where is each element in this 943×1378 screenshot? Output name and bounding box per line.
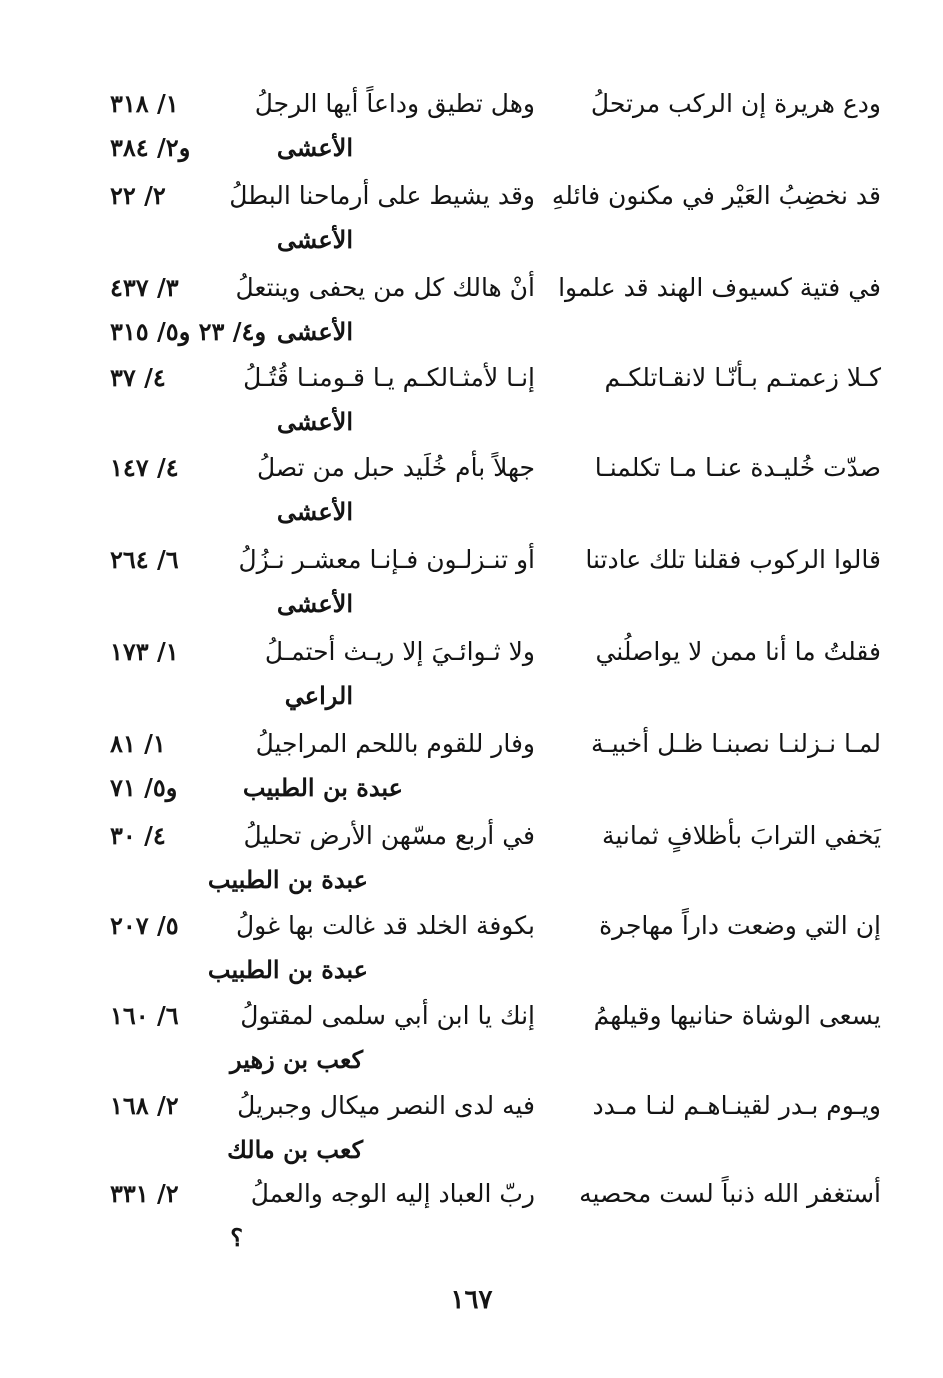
poet-name: الأعشى: [276, 497, 353, 526]
verse-entry: [0, 906, 943, 998]
poet-name: كعب بن زهير: [230, 1045, 363, 1074]
first-hemistich: لمـا نـزلنـا نصبنـا ظـل أخبيـة: [590, 729, 881, 758]
first-hemistich: صدّت خُليـدة عنـا مـا تكلمنـا: [594, 453, 881, 482]
verse-entry: [0, 176, 943, 268]
verse-entry: [0, 632, 943, 724]
first-hemistich: قالوا الركوب فقلنا تلك عادتنا: [585, 545, 881, 574]
volume-page-reference: ٦/ ٢٦٤: [110, 545, 179, 574]
verse-entry: [0, 816, 943, 908]
attribution-line: [0, 1218, 943, 1258]
second-hemistich: بكوفة الخلد قد غالت بها غولُ: [235, 911, 535, 940]
second-hemistich: وهل تطيق وداعاً أيها الرجلُ: [254, 89, 535, 118]
attribution-line: [0, 768, 943, 808]
attribution-line: [0, 402, 943, 442]
second-hemistich: إنك يا ابن أبي سلمى لمقتولُ: [240, 1001, 535, 1030]
first-hemistich: ودع هريرة إن الركب مرتحلُ: [590, 89, 881, 118]
verse-line: [0, 632, 943, 672]
verse-entry: [0, 1174, 943, 1266]
volume-page-reference: ٦/ ١٦٠: [110, 1001, 179, 1030]
first-hemistich: فقلتُ ما أنا ممن لا يواصلُني: [595, 637, 881, 666]
unknown-poet-mark: ؟: [230, 1223, 243, 1252]
verse-line: [0, 268, 943, 308]
second-hemistich: فيه لدى النصر ميكال وجبريلُ: [237, 1091, 535, 1120]
second-hemistich: جهلاً بأم خُلَيد حبل من تصلُ: [256, 453, 535, 482]
volume-page-reference: ٤/ ٣٧: [110, 363, 166, 392]
verse-line: [0, 84, 943, 124]
first-hemistich: ويـوم بـدر لقينـاهـم لنـا مـدد: [592, 1091, 881, 1120]
verse-line: [0, 906, 943, 946]
verse-entry: [0, 268, 943, 360]
volume-page-reference: ١/ ٨١: [110, 729, 166, 758]
second-hemistich: وفار للقوم باللحم المراجيلُ: [255, 729, 535, 758]
volume-page-reference: ٣/ ٤٣٧: [110, 273, 179, 302]
second-hemistich: أو تنـزلـون فـإنـا معشـر نـزُلُ: [238, 545, 535, 574]
second-hemistich: إنـا لأمثـالكـم يـا قـومنـا قُتُـلُ: [243, 363, 535, 392]
volume-page-reference: ٢/ ٢٢: [110, 181, 166, 210]
first-hemistich: يَخفي الترابَ بأظلافٍ ثمانية: [601, 821, 881, 850]
verse-line: [0, 816, 943, 856]
attribution-line: [0, 128, 943, 168]
verse-entry: [0, 358, 943, 450]
first-hemistich: قد نخضِبُ العَيْر في مكنون فائلهِ: [551, 181, 881, 210]
poet-name: كعب بن مالك: [227, 1135, 363, 1164]
additional-reference: و٢/ ٣٨٤: [110, 133, 191, 162]
attribution-line: [0, 676, 943, 716]
verse-line: [0, 540, 943, 580]
first-hemistich: كـلا زعمتـم بـأنّـا لانقـاتلكـم: [604, 363, 881, 392]
verse-line: [0, 176, 943, 216]
poet-name: الأعشى: [276, 407, 353, 436]
first-hemistich: أستغفر الله ذنباً لست محصيه: [579, 1179, 881, 1208]
poet-name: عبدة بن الطبيب: [242, 773, 403, 802]
verse-entry: [0, 724, 943, 816]
second-hemistich: في أربع مسّهن الأرض تحليلُ: [243, 821, 535, 850]
attribution-line: [0, 860, 943, 900]
volume-page-reference: ٢/ ٣٣١: [110, 1179, 179, 1208]
poet-name: الراعي: [284, 681, 353, 710]
verse-line: [0, 358, 943, 398]
poet-name: عبدة بن الطبيب: [207, 865, 368, 894]
poet-name: الأعشى: [276, 133, 353, 162]
volume-page-reference: ٤/ ٣٠: [110, 821, 166, 850]
poet-name: الأعشى: [276, 225, 353, 254]
additional-reference: و٤/ ٢٣ و٥/ ٣١٥: [110, 317, 267, 346]
second-hemistich: ولا ثـوائـيَ إلا ريـث أحتمـلُ: [264, 637, 535, 666]
attribution-line: [0, 1040, 943, 1080]
volume-page-reference: ١/ ١٧٣: [110, 637, 179, 666]
second-hemistich: وقد يشيط على أرماحنا البطلُ: [229, 181, 535, 210]
page-number: ١٦٧: [450, 1285, 493, 1315]
verse-line: [0, 996, 943, 1036]
attribution-line: [0, 312, 943, 352]
verse-entry: [0, 84, 943, 176]
attribution-line: [0, 220, 943, 260]
first-hemistich: يسعى الوشاة حنانيها وقيلهمُ: [593, 1001, 881, 1030]
second-hemistich: أنْ هالك كل من يحفى وينتعلُ: [235, 273, 535, 302]
first-hemistich: إن التي وضعت داراً مهاجرة: [599, 911, 881, 940]
attribution-line: [0, 584, 943, 624]
poet-name: الأعشى: [276, 317, 353, 346]
verse-entry: [0, 540, 943, 632]
attribution-line: [0, 950, 943, 990]
volume-page-reference: ٤/ ١٤٧: [110, 453, 179, 482]
volume-page-reference: ٢/ ١٦٨: [110, 1091, 179, 1120]
verse-entry: [0, 996, 943, 1088]
verse-entry: [0, 1086, 943, 1178]
additional-reference: و٥/ ٧١: [110, 773, 178, 802]
poet-name: عبدة بن الطبيب: [207, 955, 368, 984]
volume-page-reference: ٥/ ٢٠٧: [110, 911, 179, 940]
verse-line: [0, 724, 943, 764]
first-hemistich: في فتية كسيوف الهند قد علموا: [558, 273, 881, 302]
attribution-line: [0, 1130, 943, 1170]
second-hemistich: ربّ العباد إليه الوجه والعملُ: [250, 1179, 535, 1208]
verse-entry: [0, 448, 943, 540]
verse-line: [0, 448, 943, 488]
volume-page-reference: ١/ ٣١٨: [110, 89, 179, 118]
verse-line: [0, 1086, 943, 1126]
attribution-line: [0, 492, 943, 532]
verse-line: [0, 1174, 943, 1214]
poet-name: الأعشى: [276, 589, 353, 618]
